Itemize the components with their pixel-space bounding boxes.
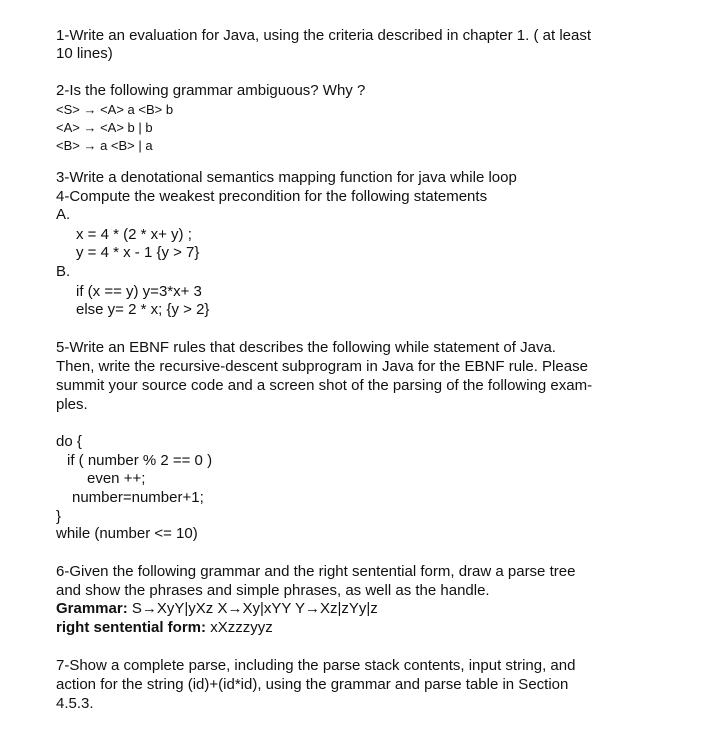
- q1-line-1: 1-Write an evaluation for Java, using the criteria described in chapter 1. ( at least: [56, 27, 591, 44]
- q4-part-a-line-2: y = 4 * x - 1 {y > 7}: [76, 244, 200, 261]
- q5-line-2: Then, write the recursive-descent subprogram in Java for the EBNF rule. Please: [56, 358, 588, 375]
- q5-code-line-5: }: [56, 508, 62, 525]
- q1-line-2: 10 lines): [56, 45, 113, 62]
- q5-line-1: 5-Write an EBNF rules that describes the following while statement of Java.: [56, 339, 556, 356]
- q7-line-3: 4.5.3.: [56, 695, 94, 712]
- q5-code-line-1: do {: [56, 433, 82, 450]
- q2-rule-1: <S> → <A> a <B> b: [56, 102, 174, 117]
- q4-part-a-label: A.: [56, 206, 71, 223]
- q4-part-b-line-2: else y= 2 * x; {y > 2}: [76, 301, 210, 318]
- q6-sentential-form: [56, 619, 273, 637]
- q6-form-label: right sentential form:: [56, 619, 207, 636]
- q6-grammar-rules: S→XyY|yXz X→Xy|xYY Y→Xz|zYy|z: [131, 600, 378, 617]
- q6-line-1: 6-Given the following grammar and the right sentential form, draw a parse tree: [56, 563, 576, 580]
- q5-line-4: ples.: [56, 396, 88, 413]
- q2-rule-3: <B> → a <B> | a: [56, 138, 153, 153]
- q7-line-1: 7-Show a complete parse, including the parse stack contents, input string, and: [56, 657, 576, 674]
- q7-line-2: action for the string (id)+(id*id), using the grammar and parse table in Section: [56, 676, 569, 693]
- q2-rule-2: <A> → <A> b | b: [56, 120, 153, 135]
- q4-part-b-line-1: if (x == y) y=3*x+ 3: [76, 283, 202, 300]
- q6-grammar-label: Grammar:: [56, 600, 128, 617]
- q5-code-line-3: even ++;: [87, 470, 146, 487]
- q6-line-2: and show the phrases and simple phrases, as well as the handle.: [56, 582, 490, 599]
- q2-title: 2-Is the following grammar ambiguous? Why ?: [56, 82, 366, 99]
- q4-part-b-label: B.: [56, 263, 71, 280]
- q5-code-line-6: while (number <= 10): [56, 525, 198, 542]
- q5-line-3: summit your source code and a screen shot of the parsing of the following exam-: [56, 377, 593, 394]
- q6-form-value: xXzzzyyz: [210, 619, 273, 636]
- q3-text: 3-Write a denotational semantics mapping function for java while loop: [56, 169, 517, 186]
- q4-title: 4-Compute the weakest precondition for the following statements: [56, 188, 488, 205]
- q6-grammar: [56, 600, 378, 618]
- q4-part-a-line-1: x = 4 * (2 * x+ y) ;: [76, 226, 192, 243]
- q5-code-line-2: if ( number % 2 == 0 ): [67, 452, 213, 469]
- q5-code-line-4: number=number+1;: [72, 489, 204, 506]
